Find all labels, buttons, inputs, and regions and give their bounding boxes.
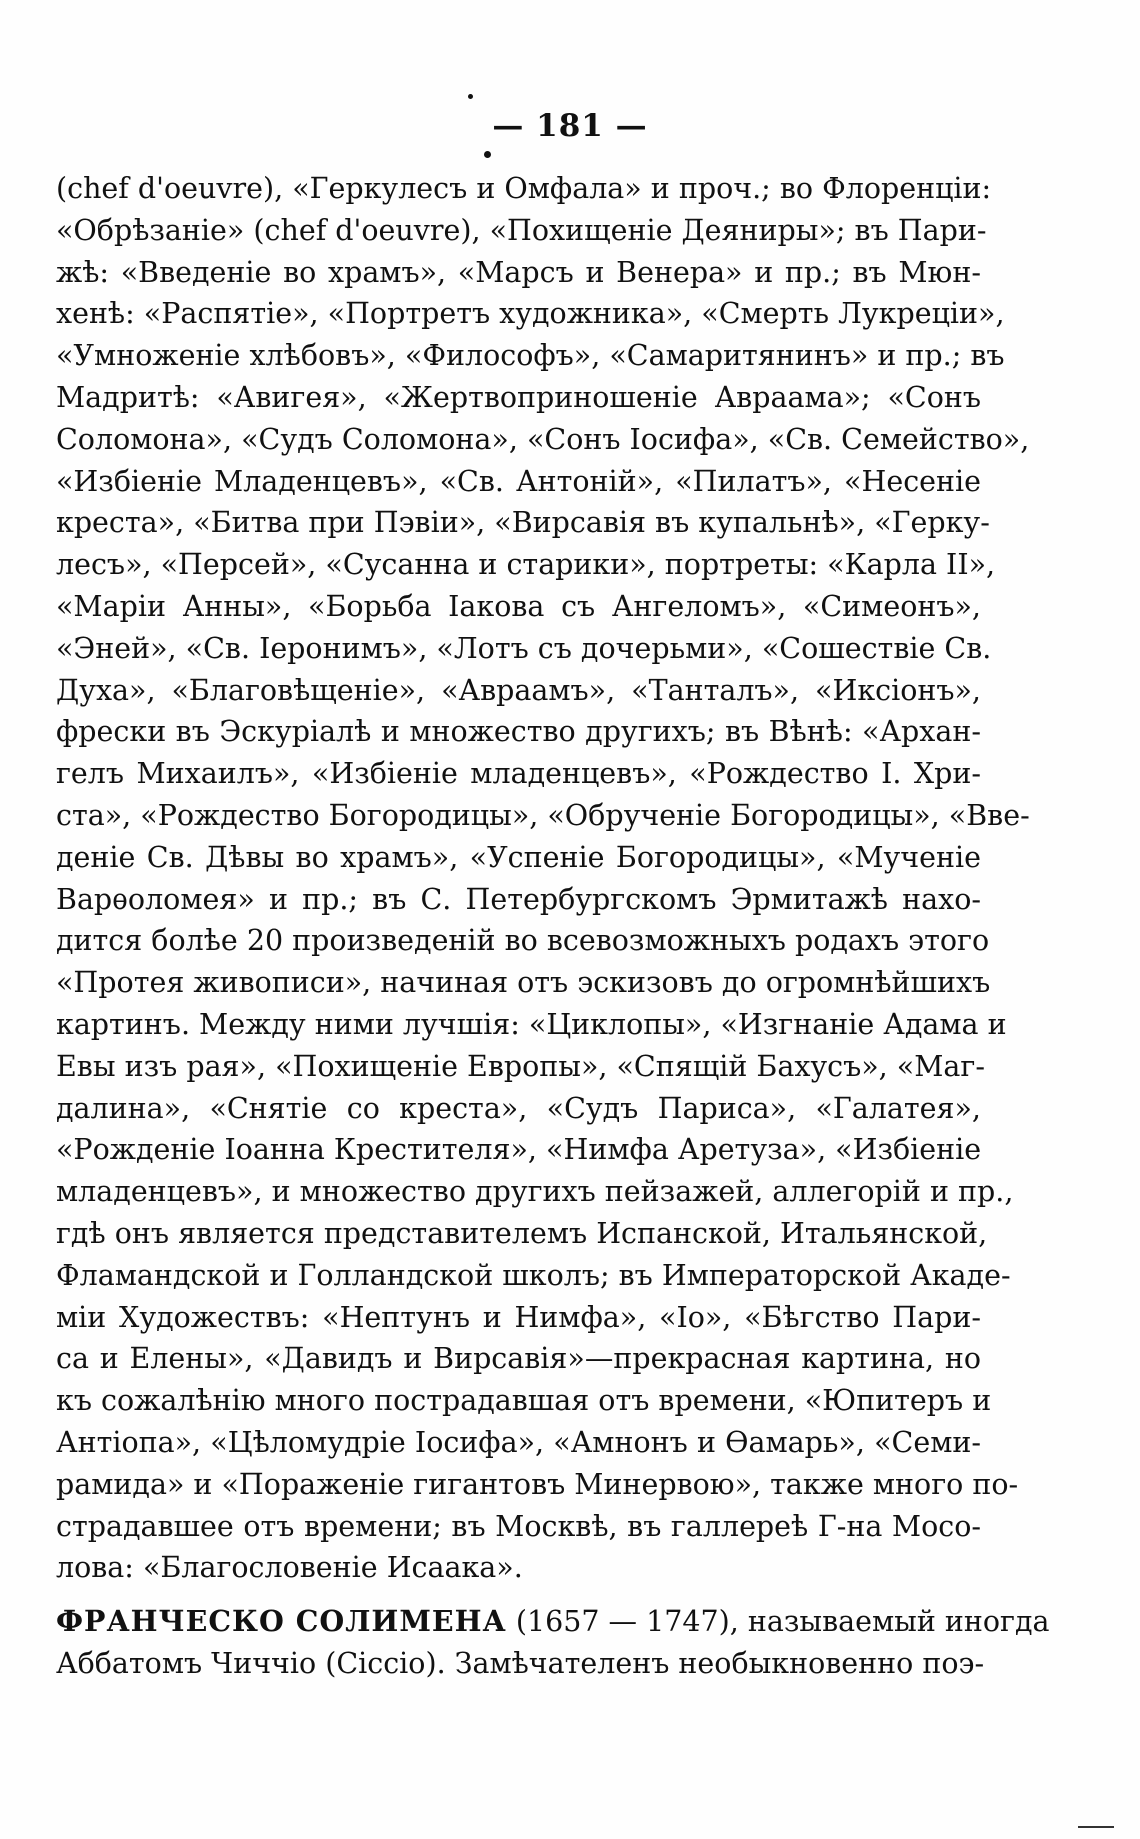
text-line: «Избіеніе Младенцевъ», «Св. Антоній», «Пилатъ», «Несеніе: [56, 464, 981, 498]
print-speck: [468, 94, 473, 99]
text-line: деніе Св. Дѣвы во храмъ», «Успеніе Богородицы», «Мученіе: [56, 840, 981, 874]
text-line: са и Елены», «Давидъ и Вирсавія»—прекрасная картина, но: [56, 1342, 981, 1376]
text-line: лесъ», «Персей», «Сусанна и старики», портреты: «Карла II»,: [56, 548, 996, 582]
text-line: жѣ: «Введеніе во храмъ», «Марсъ и Венера» и пр.; въ Мюн-: [56, 255, 981, 289]
print-speck: [484, 151, 491, 158]
text-line: Евы изъ рая», «Похищеніе Европы», «Спящій Бахусъ», «Маг-: [56, 1049, 985, 1083]
text-line: картинъ. Между ними лучшія: «Циклопы», «Изгнаніе Адама и: [56, 1007, 1007, 1041]
text-line: «Маріи Анны», «Борьба Іакова съ Ангеломъ», «Симеонъ»,: [56, 589, 981, 623]
text-line: рамида» и «Пораженіе гигантовъ Минервою», также много по-: [56, 1467, 1019, 1501]
text-line: Аббатомъ Чиччіо (Ciccio). Замѣчателенъ необыкновенно поэ-: [56, 1646, 985, 1680]
text-line: фрески въ Эскуріалѣ и множество другихъ; въ Вѣнѣ: «Архан-: [56, 715, 981, 749]
text-line: гелъ Михаилъ», «Избіеніе младенцевъ», «Рождество І. Хри-: [56, 757, 981, 791]
text-line: младенцевъ», и множество другихъ пейзажей, аллегорій и пр.,: [56, 1175, 1014, 1209]
text-line: Духа», «Благовѣщеніе», «Авраамъ», «Танталъ», «Иксіонъ»,: [56, 673, 981, 707]
text-line: міи Художествъ: «Нептунъ и Нимфа», «Іо», «Бѣгство Пари-: [56, 1300, 981, 1334]
text-line: гдѣ онъ является представителемъ Испанской, Итальянской,: [56, 1216, 988, 1250]
text-line: «Умноженіе хлѣбовъ», «Философъ», «Самаритянинъ» и пр.; въ: [56, 339, 1005, 373]
page-number: — 181 —: [492, 108, 648, 144]
text-line: Фламандской и Голландской школъ; въ Императорской Акаде-: [56, 1258, 1011, 1292]
text-line: креста», «Битва при Пэвіи», «Вирсавія въ купальнѣ», «Герку-: [56, 506, 990, 540]
text-line: Антіопа», «Цѣломудріе Іосифа», «Амнонъ и Ѳамарь», «Семи-: [56, 1425, 981, 1459]
scan-corner-mark: [1078, 1826, 1114, 1828]
entry-first-line: [56, 1601, 1050, 1643]
text-line: страдавшее отъ времени; въ Москвѣ, въ галлереѣ Г-на Мосо-: [56, 1509, 981, 1543]
text-line-paragraph-end: лова: «Благословеніе Исаака».: [56, 1551, 523, 1585]
text-line: къ сожалѣнію много пострадавшая отъ времени, «Юпитеръ и: [56, 1384, 992, 1418]
text-line: Мадритѣ: «Авигея», «Жертвоприношеніе Авраама»; «Сонъ: [56, 380, 981, 414]
text-line: ста», «Рождество Богородицы», «Обрученіе Богородицы», «Вве-: [56, 798, 1030, 832]
text-line: «Обрѣзаніе» (chef d'oeuvre), «Похищеніе Деяниры»; въ Пари-: [56, 213, 987, 247]
text-line: хенѣ: «Распятіе», «Портретъ художника», «Смерть Лукреціи»,: [56, 297, 1005, 331]
text-line: дится болѣе 20 произведеній во всевозможныхъ родахъ этого: [56, 924, 990, 958]
entry-dates-text: (1657 — 1747), называемый иногда: [515, 1605, 1050, 1639]
text-line: Варѳоломея» и пр.; въ С. Петербургскомъ Эрмитажѣ нахо-: [56, 882, 981, 916]
text-line: «Рожденіе Іоанна Крестителя», «Нимфа Аретуза», «Избіеніе: [56, 1133, 982, 1167]
text-line: далина», «Снятіе со креста», «Судъ Париса», «Галатея»,: [56, 1091, 981, 1125]
artist-name: ФРАНЧЕСКО СОЛИМЕНА: [56, 1604, 507, 1639]
paragraph-gap: [56, 1589, 981, 1601]
text-line: «Эней», «Св. Іеронимъ», «Лотъ съ дочерьми», «Сошествіе Св.: [56, 631, 992, 665]
body-text: [56, 168, 1050, 1685]
text-line: Соломона», «Судъ Соломона», «Сонъ Іосифа», «Св. Семейство»,: [56, 422, 1030, 456]
text-line: «Протея живописи», начиная отъ эскизовъ до огромнѣйшихъ: [56, 966, 991, 1000]
text-line: (chef d'oeuvre), «Геркулесъ и Омфала» и проч.; во Флоренціи:: [56, 172, 992, 205]
